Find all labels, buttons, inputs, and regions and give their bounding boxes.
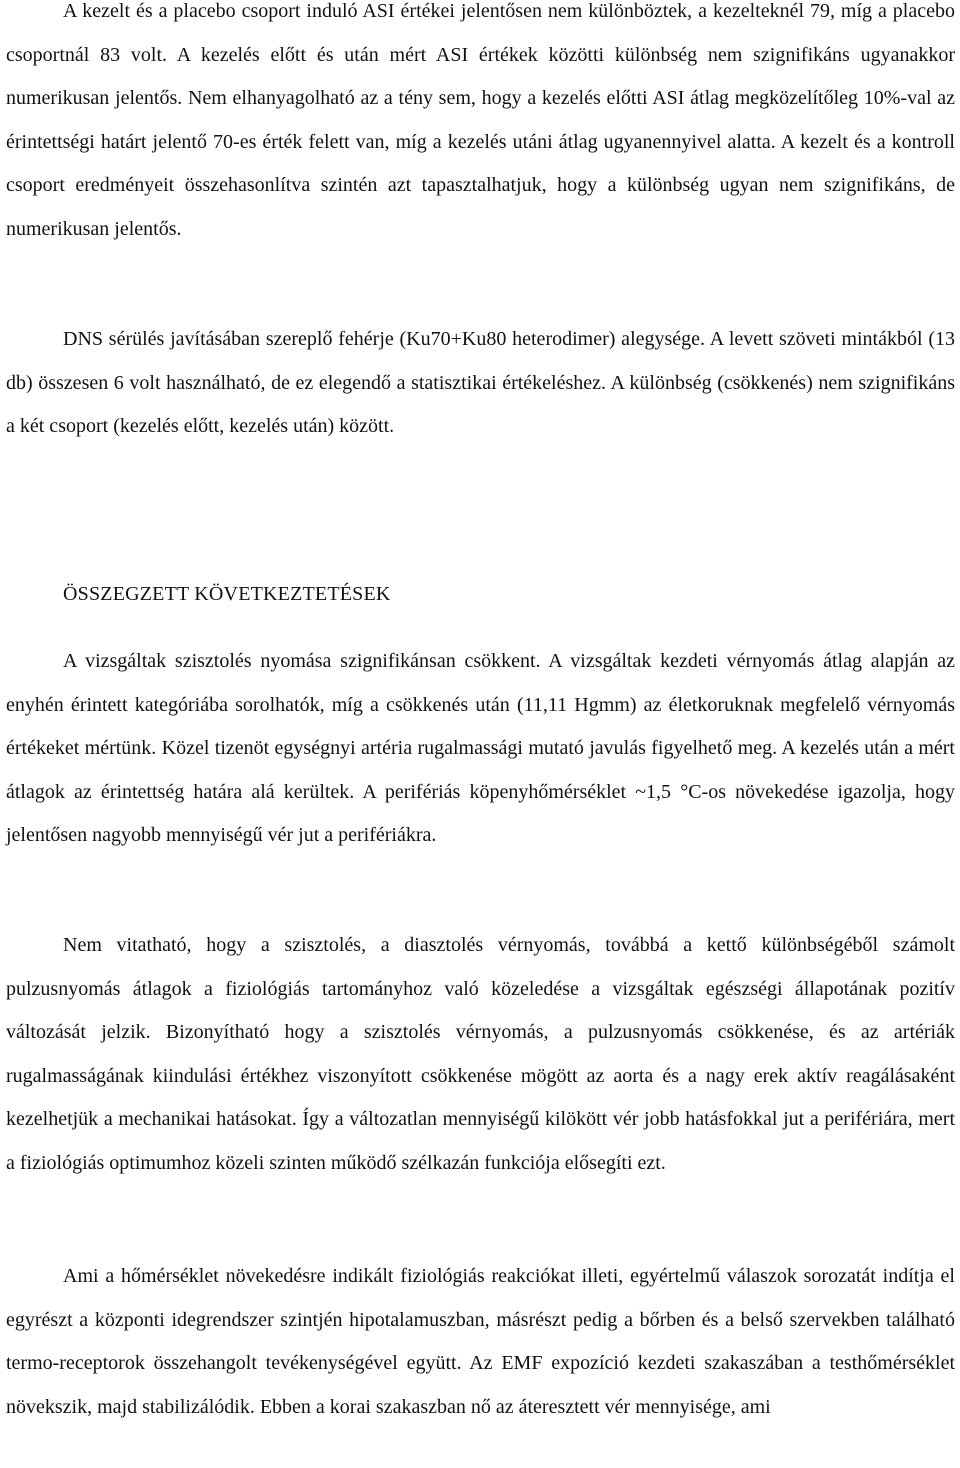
paragraph-dns-repair: DNS sérülés javításában szereplő fehérje (Ku70+Ku80 heterodimer) alegysége. A levett szöveti mintákból (13 db) összesen 6 volt használható, de ez elegendő a statisztikai értékeléshez. A különbség (csökkenés) nem szignifikáns a két csoport (kezelés előtt, kezelés után) között. — [6, 328, 955, 437]
paragraph-conclusion-pulse-pressure: Nem vitatható, hogy a szisztolés, a diasztolés vérnyomás, továbbá a kettő különbségéből számolt pulzusnyomás átlagok a fiziológiás tartományhoz való közeledése a vizsgáltak egészségi állapotának pozitív változását jelzik. Bizonyítható hogy a szisztolés vérnyomás, a pulzusnyomás csökkenése, és az artériák rugalmasságának kiindulási értékhez viszonyított csökkenése mögött az aorta és a nagy erek aktív reagálásaként kezelhetjük a mechanikai hatásokat. Így a változatlan mennyiségű kilökött vér jobb hatásfokkal jut a perifériára, mert a fiziológiás optimumhoz közeli szinten működő szélkazán funkciója elősegíti ezt. — [6, 934, 955, 1174]
paragraph-conclusion-blood-pressure: A vizsgáltak szisztolés nyomása szignifikánsan csökkent. A vizsgáltak kezdeti vérnyomás átlag alapján az enyhén érintett kategóriába sorolhatók, míg a csökkenés után (11,11 Hgmm) az életkoruknak megfelelő vérnyomás értékeket mértünk. Közel tizenöt egységnyi artéria rugalmassági mutató javulás figyelhető meg. A kezelés után a mért átlagok az érintettség határa alá kerültek. A perifériás köpenyhőmérséklet ~1,5 °C-os növekedése igazolja, hogy jelentősen nagyobb mennyiségű vér jut a perifériákra. — [6, 650, 955, 846]
paragraph-asi-results: A kezelt és a placebo csoport induló ASI értékei jelentősen nem különböztek, a kezelteknél 79, míg a placebo csoportnál 83 volt. A kezelés előtt és után mért ASI értékek közötti különbség nem szignifikáns ugyanakkor numerikusan jelentős. Nem elhanyagolható az a tény sem, hogy a kezelés előtti ASI átlag megközelítőleg 10%-val az érintettségi határt jelentő 70-es érték felett van, míg a kezelés utáni átlag ugyanennyivel alatta. A kezelt és a kontroll csoport eredményeit összehasonlítva szintén azt tapasztalhatjuk, hogy a különbség ugyan nem szignifikáns, de numerikusan jelentős. — [6, 0, 955, 240]
section-heading: ÖSSZEGZETT KÖVETKEZTETÉSEK — [63, 583, 391, 605]
paragraph-conclusion-temperature: Ami a hőmérséklet növekedésre indikált fiziológiás reakciókat illeti, egyértelmű válaszok sorozatát indítja el egyrészt a központi idegrendszer szintjén hipotalamuszban, másrészt pedig a bőrben és a belső szervekben található termo-receptorok összehangolt tevékenységével együtt. Az EMF expozíció kezdeti szakaszában a testhőmérséklet növekszik, majd stabilizálódik. Ebben a korai szakaszban nő az áteresztett vér mennyisége, ami — [6, 1265, 955, 1418]
